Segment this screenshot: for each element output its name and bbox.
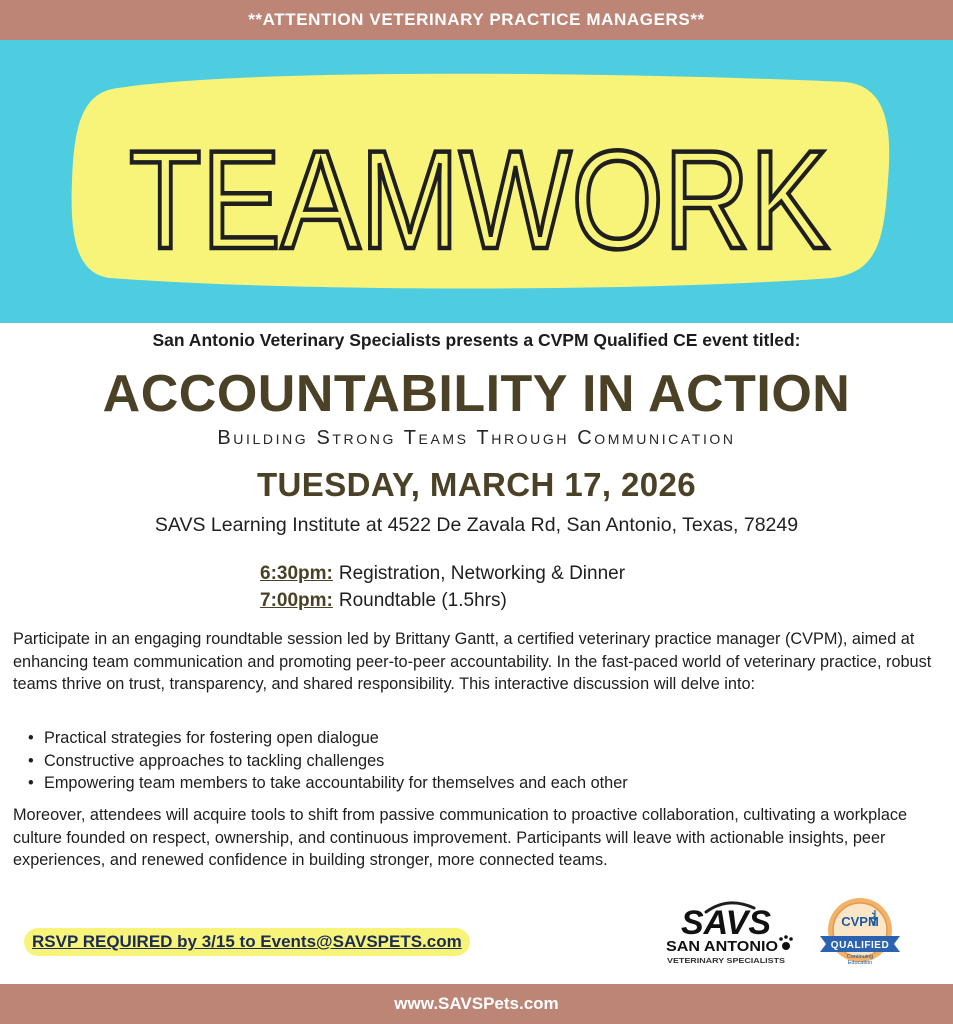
paw-print-icon bbox=[779, 935, 793, 950]
schedule-activity: Registration, Networking & Dinner bbox=[338, 563, 626, 584]
savs-logo-mark: SAVS bbox=[680, 904, 772, 942]
rsvp-link[interactable]: RSVP REQUIRED by 3/15 to Events@SAVSPETS.com bbox=[24, 928, 470, 956]
cvpm-badge-subtitle: Education bbox=[847, 960, 873, 966]
schedule-row bbox=[260, 560, 860, 587]
schedule-time: 6:30pm: bbox=[260, 563, 333, 584]
cvpm-qualified-badge bbox=[818, 896, 902, 968]
hero-section bbox=[0, 40, 953, 323]
list-item: • Constructive approaches to tackling challenges bbox=[28, 750, 628, 773]
savs-logo-tagline: VETERINARY SPECIALISTS bbox=[667, 956, 785, 965]
presents-line: San Antonio Veterinary Specialists presents a CVPM Qualified CE event titled: bbox=[152, 330, 801, 350]
savs-logo-city: SAN ANTONIO bbox=[666, 938, 779, 955]
cvpm-badge-mark: CVPM bbox=[841, 914, 879, 929]
schedule bbox=[260, 560, 860, 614]
event-subtitle: Building Strong Teams Through Communication bbox=[217, 427, 736, 449]
event-title: ACCOUNTABILITY IN ACTION bbox=[102, 365, 851, 423]
teamwork-hero-graphic bbox=[0, 40, 953, 323]
event-venue: SAVS Learning Institute at 4522 De Zavala Rd, San Antonio, Texas, 78249 bbox=[154, 514, 799, 536]
hero-headline: TEAMWORK bbox=[129, 121, 829, 278]
schedule-row bbox=[260, 587, 860, 614]
savs-logo bbox=[662, 898, 794, 968]
attention-banner: **ATTENTION VETERINARY PRACTICE MANAGERS** bbox=[0, 0, 953, 40]
footer-website-link[interactable]: www.SAVSPets.com bbox=[0, 984, 953, 1024]
event-date: TUESDAY, MARCH 17, 2026 bbox=[257, 466, 696, 503]
list-item: • Practical strategies for fostering open dialogue bbox=[28, 727, 628, 750]
cvpm-badge-ribbon: QUALIFIED bbox=[830, 940, 890, 951]
description-closing: Moreover, attendees will acquire tools to shift from passive communication to proactive collaboration, cultivating a workplace culture founded on respect, ownership, and continuous improvement. Participants will leave with actionable insights, peer experiences, and renewed confidence in building stronger, more connected teams. bbox=[13, 806, 908, 870]
schedule-time: 7:00pm: bbox=[260, 590, 333, 611]
topics-list bbox=[28, 727, 628, 795]
schedule-activity: Roundtable (1.5hrs) bbox=[338, 590, 507, 611]
cvpm-badge-subtitle: Continuing bbox=[846, 954, 874, 960]
list-item: • Empowering team members to take accountability for themselves and each other bbox=[28, 772, 628, 795]
description-intro: Participate in an engaging roundtable session led by Brittany Gantt, a certified veterinary practice manager (CVPM), aimed at enhancing team communication and promoting peer-to-peer accountability. In the fast-paced world of veterinary practice, robust teams thrive on trust, transparency, and shared responsibility. This interactive discussion will delve into: bbox=[13, 630, 932, 694]
